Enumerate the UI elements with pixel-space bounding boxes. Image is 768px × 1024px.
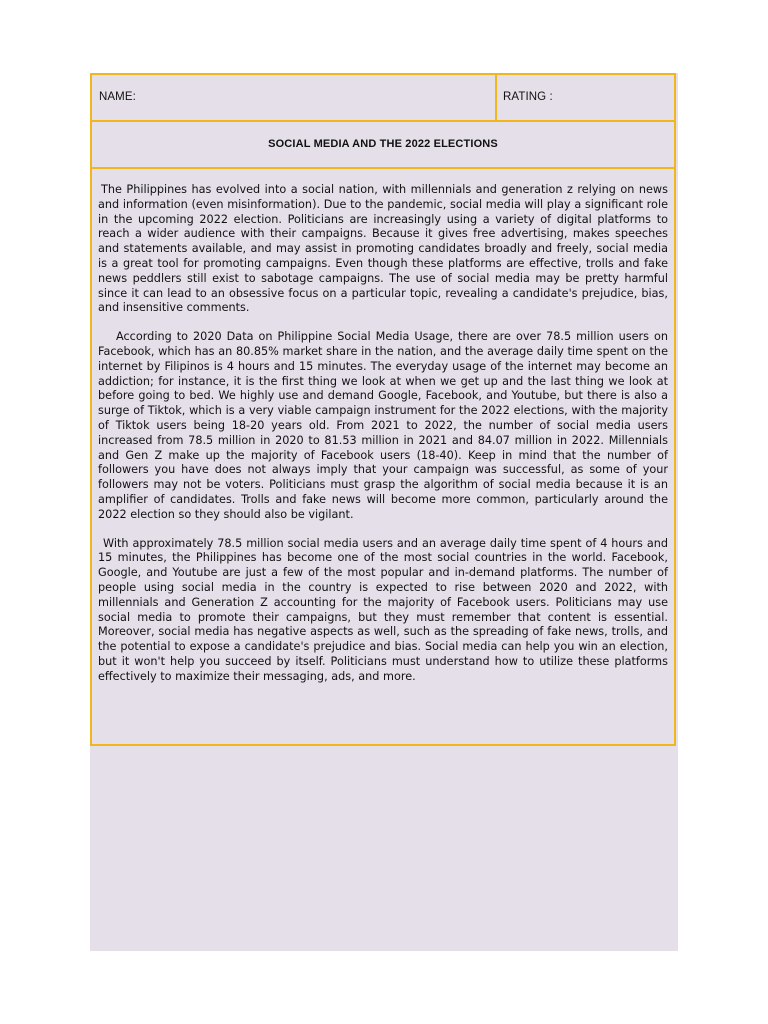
reading-passage bbox=[98, 183, 668, 734]
paragraph-2: According to 2020 Data on Philippine Social Media Usage, there are over 78.5 million users on Facebook, which has an 80.85% market share in the nation, and the average daily time spent on the internet by Filipinos is 4 hours and 15 minutes. The everyday usage of the internet may become an addiction; for instance, it is the first thing we look at when we get up and the last thing we look at before going to bed. We highly use and demand Google, Facebook, and Youtube, but there is also a surge of Tiktok, which is a very viable campaign instrument for the 2022 elections, with the majority of Tiktok users being 18-20 years old. From 2021 to 2022, the number of social media users increased from 78.5 million in 2020 to 81.53 million in 2021 and 84.07 million in 2022. Millennials and Gen Z make up the majority of Facebook users (18-40). Keep in mind that the number of followers you have does not always imply that your campaign was successful, as some of your followers may not be voters. Politicians must grasp the algorithm of social media because it is an amplifier of candidates. Trolls and fake news will become more common, particularly around the 2022 election so they should also be vigilant. bbox=[98, 330, 668, 521]
paragraph-3: With approximately 78.5 million social media users and an average daily time spent of 4 hours and 15 minutes, the Philippines has become one of the most social countries in the world. Facebook, Google, and Youtube are just a few of the most popular and in-demand platforms. The number of people using social media in the country is expected to rise between 2020 and 2022, with millennials and Generation Z accounting for the majority of Facebook users. Politicians may use social media to promote their campaigns, but they must remember that content is essential. Moreover, social media has negative aspects as well, such as the spreading of fake news, trolls, and the potential to expose a candidate's prejudice and bias. Social media can help you win an election, but it won't help you succeed by itself. Politicians must understand how to utilize these platforms effectively to maximize their messaging, ads, and more. bbox=[98, 536, 668, 683]
worksheet-box bbox=[90, 73, 676, 746]
title-row bbox=[92, 122, 674, 169]
header-row bbox=[92, 75, 674, 122]
name-field[interactable] bbox=[92, 75, 497, 120]
rating-field[interactable] bbox=[497, 75, 674, 120]
name-label: NAME: bbox=[99, 91, 136, 103]
worksheet-title: SOCIAL MEDIA AND THE 2022 ELECTIONS bbox=[268, 138, 498, 150]
rating-label: RATING : bbox=[503, 91, 553, 103]
paragraph-1: The Philippines has evolved into a social nation, with millennials and generation z relying on news and information (even misinformation). Due to the pandemic, social media will play a significant role in the upcoming 2022 election. Politicians are increasingly using a variety of digital platforms to reach a wider audience with their campaigns. Because it gives free advertising, makes speeches and statements available, and may assist in promoting candidates broadly and freely, social media is a great tool for promoting campaigns. Even though these platforms are effective, trolls and fake news peddlers still exist to sabotage campaigns. The use of social media may be pretty harmful since it can lead to an obsessive focus on a particular topic, revealing a candidate's prejudice, bias, and insensitive comments. bbox=[98, 183, 668, 315]
